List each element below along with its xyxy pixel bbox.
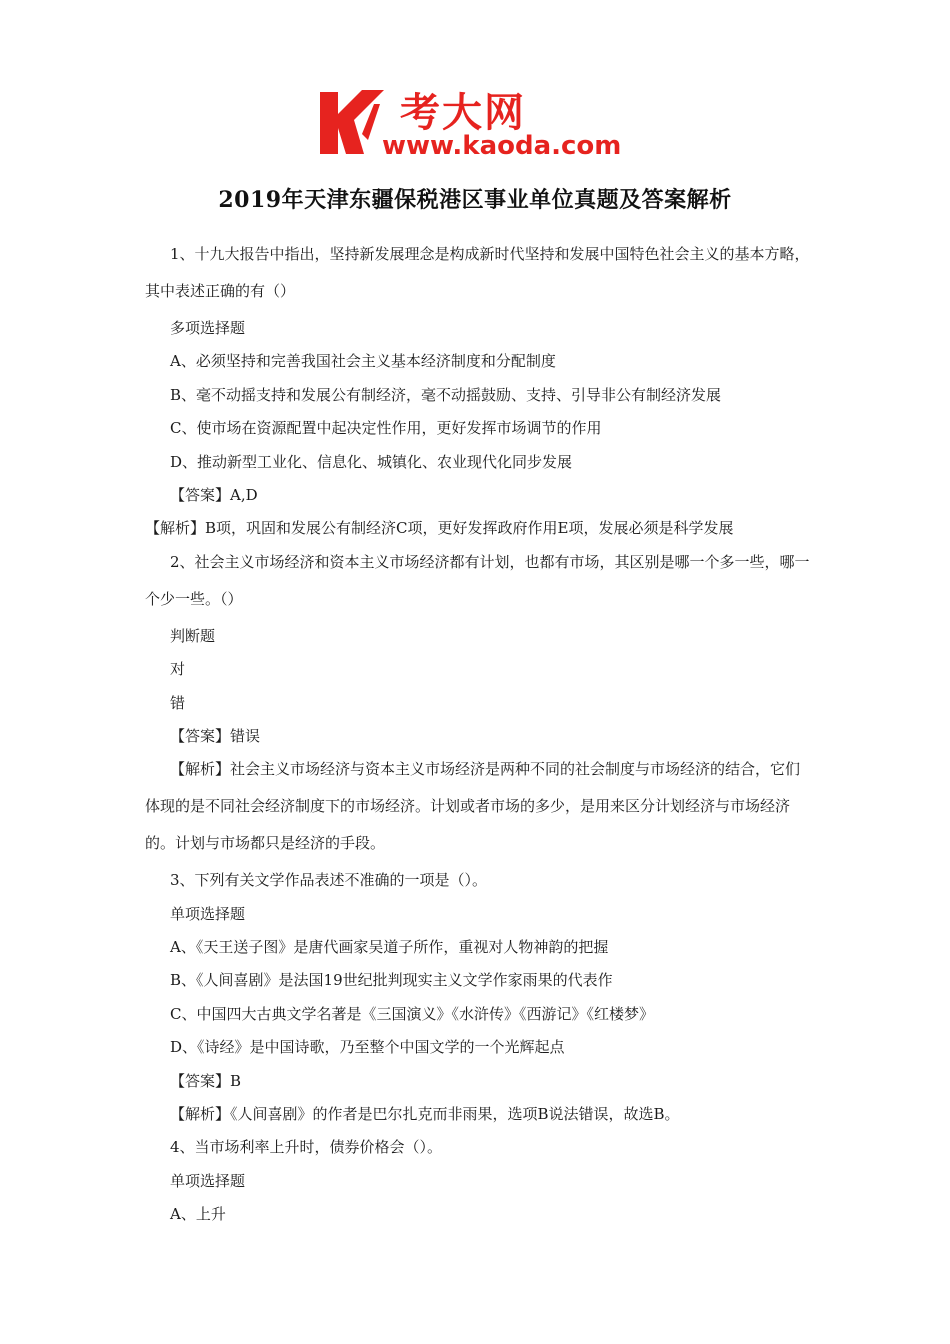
- option-d: D、《诗经》是中国诗歌，乃至整个中国文学的一个光辉起点: [170, 1038, 565, 1057]
- question-type: 判断题: [170, 626, 216, 645]
- option-c: C、中国四大古典文学名著是《三国演义》《水浒传》《西游记》《红楼梦》: [170, 1004, 654, 1023]
- question-type: 多项选择题: [170, 319, 246, 337]
- option-b: B、毫不动摇支持和发展公有制经济，毫不动摇鼓励、支持、引导非公有制经济发展: [170, 385, 722, 404]
- answer: 【答案】A,D: [170, 485, 258, 504]
- question-stem: 2、社会主义市场经济和资本主义市场经济都有计划，也都有市场，其区别是哪一个多一些，哪一个少一些。（）: [145, 552, 810, 608]
- option-a: A、必须坚持和完善我国社会主义基本经济制度和分配制度: [170, 352, 556, 371]
- analysis: 【解析】B项，巩固和发展公有制经济C项，更好发挥政府作用E项，发展必须是科学发展: [145, 519, 734, 538]
- question-stem: 1、十九大报告中指出，坚持新发展理念是构成新时代坚持和发展中国特色社会主义的基本方略，其中表述正确的有（）: [145, 245, 810, 300]
- option-a: A、上升: [170, 1205, 226, 1224]
- option-false: 错: [170, 693, 186, 712]
- option-a: A、《天王送子图》是唐代画家吴道子所作，重视对人物神韵的把握: [170, 938, 609, 957]
- option-c: C、使市场在资源配置中起决定性作用，更好发挥市场调节的作用: [170, 419, 602, 438]
- document-title: 2019年天津东疆保税港区事业单位真题及答案解析: [218, 187, 732, 213]
- option-d: D、推动新型工业化、信息化、城镇化、农业现代化同步发展: [170, 452, 573, 471]
- answer: 【答案】B: [170, 1071, 242, 1090]
- kaoda-logo-graphic: [318, 84, 638, 158]
- question-stem: 3、下列有关文学作品表述不准确的一项是（）。: [170, 871, 488, 890]
- question-type: 单项选择题: [170, 1171, 246, 1190]
- option-b: B、《人间喜剧》是法国19世纪批判现实主义文学作家雨果的代表作: [170, 971, 613, 990]
- question-2: [145, 544, 810, 863]
- question-4: [145, 1129, 810, 1229]
- question-1: [145, 236, 810, 544]
- option-true: 对: [170, 660, 186, 679]
- question-3: [145, 862, 810, 1129]
- analysis: 【解析】《人间喜剧》的作者是巴尔扎克而非雨果，选项B说法错误，故选B。: [170, 1105, 680, 1124]
- question-type: 单项选择题: [170, 904, 246, 923]
- kaoda-logo: [318, 84, 638, 158]
- logo-brand-text: 考大网: [400, 90, 526, 136]
- answer: 【答案】错误: [170, 726, 261, 745]
- logo-url-text: www.kaoda.com: [382, 131, 622, 158]
- document-body: [145, 236, 810, 1230]
- question-stem: 4、当市场利率上升时，债券价格会（）。: [170, 1138, 443, 1157]
- analysis: 【解析】社会主义市场经济与资本主义市场经济是两种不同的社会制度与市场经济的结合，它们体现的是不同社会经济制度下的市场经济。计划或者市场的多少，是用来区分计划经济与市场经济的。计划与市场都只是经济的手段。: [145, 760, 801, 853]
